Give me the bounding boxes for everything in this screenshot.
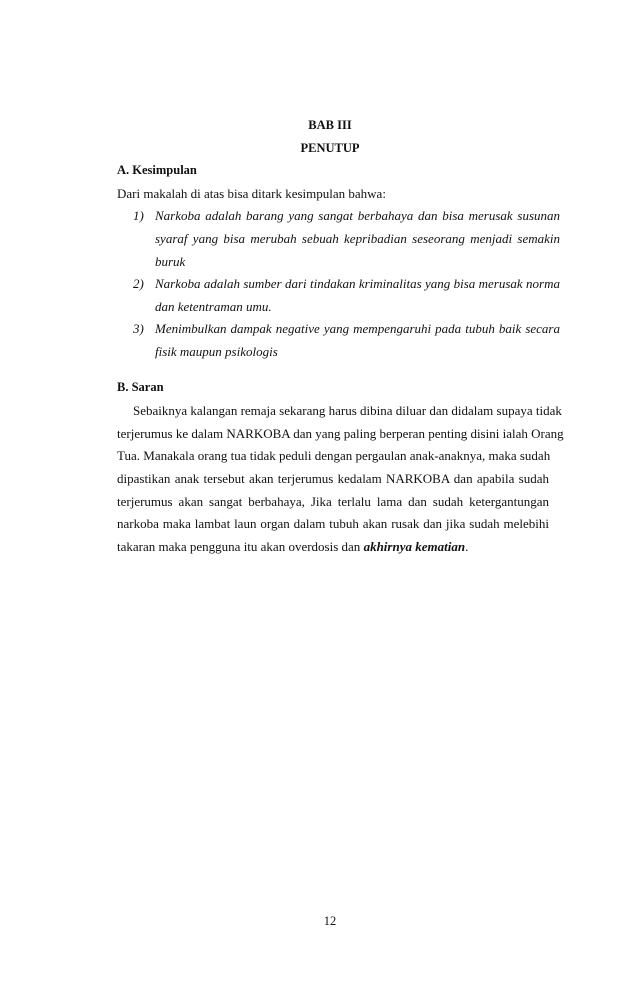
- list-number: 1): [133, 208, 144, 223]
- section-a-heading: A. Kesimpulan: [117, 163, 197, 177]
- saran-line: terjerumus ke dalam NARKOBA dan yang paling berperan penting disini ialah Orang: [117, 426, 564, 441]
- list-item-line: dan ketentraman umu.: [155, 299, 272, 314]
- chapter-label: BAB III: [308, 118, 352, 132]
- list-item-line: buruk: [155, 254, 186, 269]
- list-item-line: Menimbulkan dampak negative yang mempengaruhi pada tubuh baik secara: [155, 321, 560, 336]
- saran-last-line-text: takaran maka pengguna itu akan overdosis dan: [117, 539, 364, 554]
- chapter-title: PENUTUP: [300, 141, 360, 155]
- saran-emphasis: akhirnya kematian: [363, 539, 466, 554]
- section-b-heading: B. Saran: [117, 380, 164, 394]
- list-item-line: fisik maupun psikologis: [155, 344, 278, 359]
- saran-line: terjerumus akan sangat berbahaya, Jika terlalu lama dan sudah ketergantungan: [117, 494, 549, 509]
- conclusion-intro: Dari makalah di atas bisa ditark kesimpulan bahwa:: [117, 186, 386, 201]
- saran-line: dipastikan anak tersebut akan terjerumus kedalam NARKOBA dan apabila sudah: [117, 471, 549, 486]
- list-item-line: Narkoba adalah sumber dari tindakan kriminalitas yang bisa merusak norma: [155, 276, 560, 291]
- page-number: 12: [323, 914, 337, 928]
- saran-last-line: [117, 539, 468, 555]
- list-item-line: syaraf yang bisa merubah sebuah kepribadian seseorang menjadi semakin: [155, 231, 560, 246]
- list-number: 3): [133, 321, 144, 336]
- saran-last-line-end: .: [465, 539, 469, 554]
- saran-line: narkoba maka lambat laun organ dalam tubuh akan rusak dan jika sudah melebihi: [117, 516, 549, 531]
- saran-line: Tua. Manakala orang tua tidak peduli dengan pergaulan anak-anaknya, maka sudah: [117, 448, 551, 463]
- saran-line: Sebaiknya kalangan remaja sekarang harus dibina diluar dan didalam supaya tidak: [133, 403, 562, 418]
- list-item-line: Narkoba adalah barang yang sangat berbahaya dan bisa merusak susunan: [155, 208, 560, 223]
- list-number: 2): [133, 276, 144, 291]
